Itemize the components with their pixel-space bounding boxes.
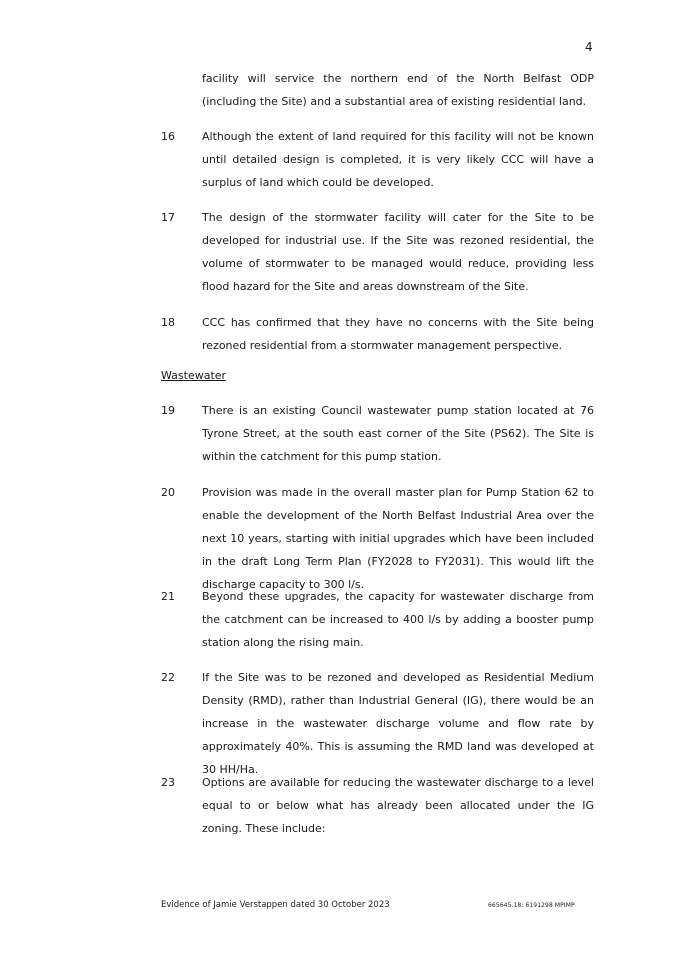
section-heading-wastewater: Wastewater bbox=[161, 369, 227, 382]
paragraph-text: Provision was made in the overall master plan for Pump Station 62 to enable the development of the North Belfast Industrial Area over the next 10 years, starting with initial upgrades which have been included in the draft Long Term Plan (FY2028 to FY2031). This would lift the discharge capacity to 300 l/s. bbox=[202, 486, 594, 591]
paragraph-number: 17 bbox=[161, 211, 175, 224]
paragraph-number: 16 bbox=[161, 130, 175, 143]
paragraph-text: If the Site was to be rezoned and developed as Residential Medium Density (RMD), rather than Industrial General (IG), there would be an increase in the wastewater discharge volume and flow rate by approximately 40%. This is assuming the RMD land was developed at 30 HH/Ha. bbox=[202, 671, 594, 776]
paragraph-text: CCC has confirmed that they have no concerns with the Site being rezoned residential from a stormwater management perspective. bbox=[202, 316, 594, 352]
paragraph-number: 18 bbox=[161, 316, 175, 329]
continuation-text: facility will service the northern end of the North Belfast ODP (including the Site) and a substantial area of existing residential land. bbox=[202, 72, 594, 108]
paragraph-number: 23 bbox=[161, 776, 175, 789]
paragraph-text: There is an existing Council wastewater pump station located at 76 Tyrone Street, at the south east corner of the Site (PS62). The Site is within the catchment for this pump station. bbox=[202, 404, 594, 463]
paragraph-number: 22 bbox=[161, 671, 175, 684]
paragraph-text: The design of the stormwater facility will cater for the Site to be developed for industrial use. If the Site was rezoned residential, the volume of stormwater to be managed would reduce, providing less flood hazard for the Site and areas downstream of the Site. bbox=[202, 211, 594, 293]
paragraph-text: Although the extent of land required for this facility will not be known until detailed design is completed, it is very likely CCC will have a surplus of land which could be developed. bbox=[202, 130, 594, 189]
page-number: 4 bbox=[585, 40, 593, 54]
footer-evidence-title: Evidence of Jamie Verstappen dated 30 October 2023 bbox=[161, 900, 390, 910]
paragraph-number: 19 bbox=[161, 404, 175, 417]
paragraph-number: 20 bbox=[161, 486, 175, 499]
footer-document-reference: 665645.18: 6191298 MPIMP bbox=[488, 902, 575, 909]
paragraph-text: Beyond these upgrades, the capacity for wastewater discharge from the catchment can be increased to 400 l/s by adding a booster pump station along the rising main. bbox=[202, 590, 594, 649]
paragraph-number: 21 bbox=[161, 590, 175, 603]
paragraph-text: Options are available for reducing the wastewater discharge to a level equal to or below what has already been allocated under the IG zoning. These include: bbox=[202, 776, 594, 835]
